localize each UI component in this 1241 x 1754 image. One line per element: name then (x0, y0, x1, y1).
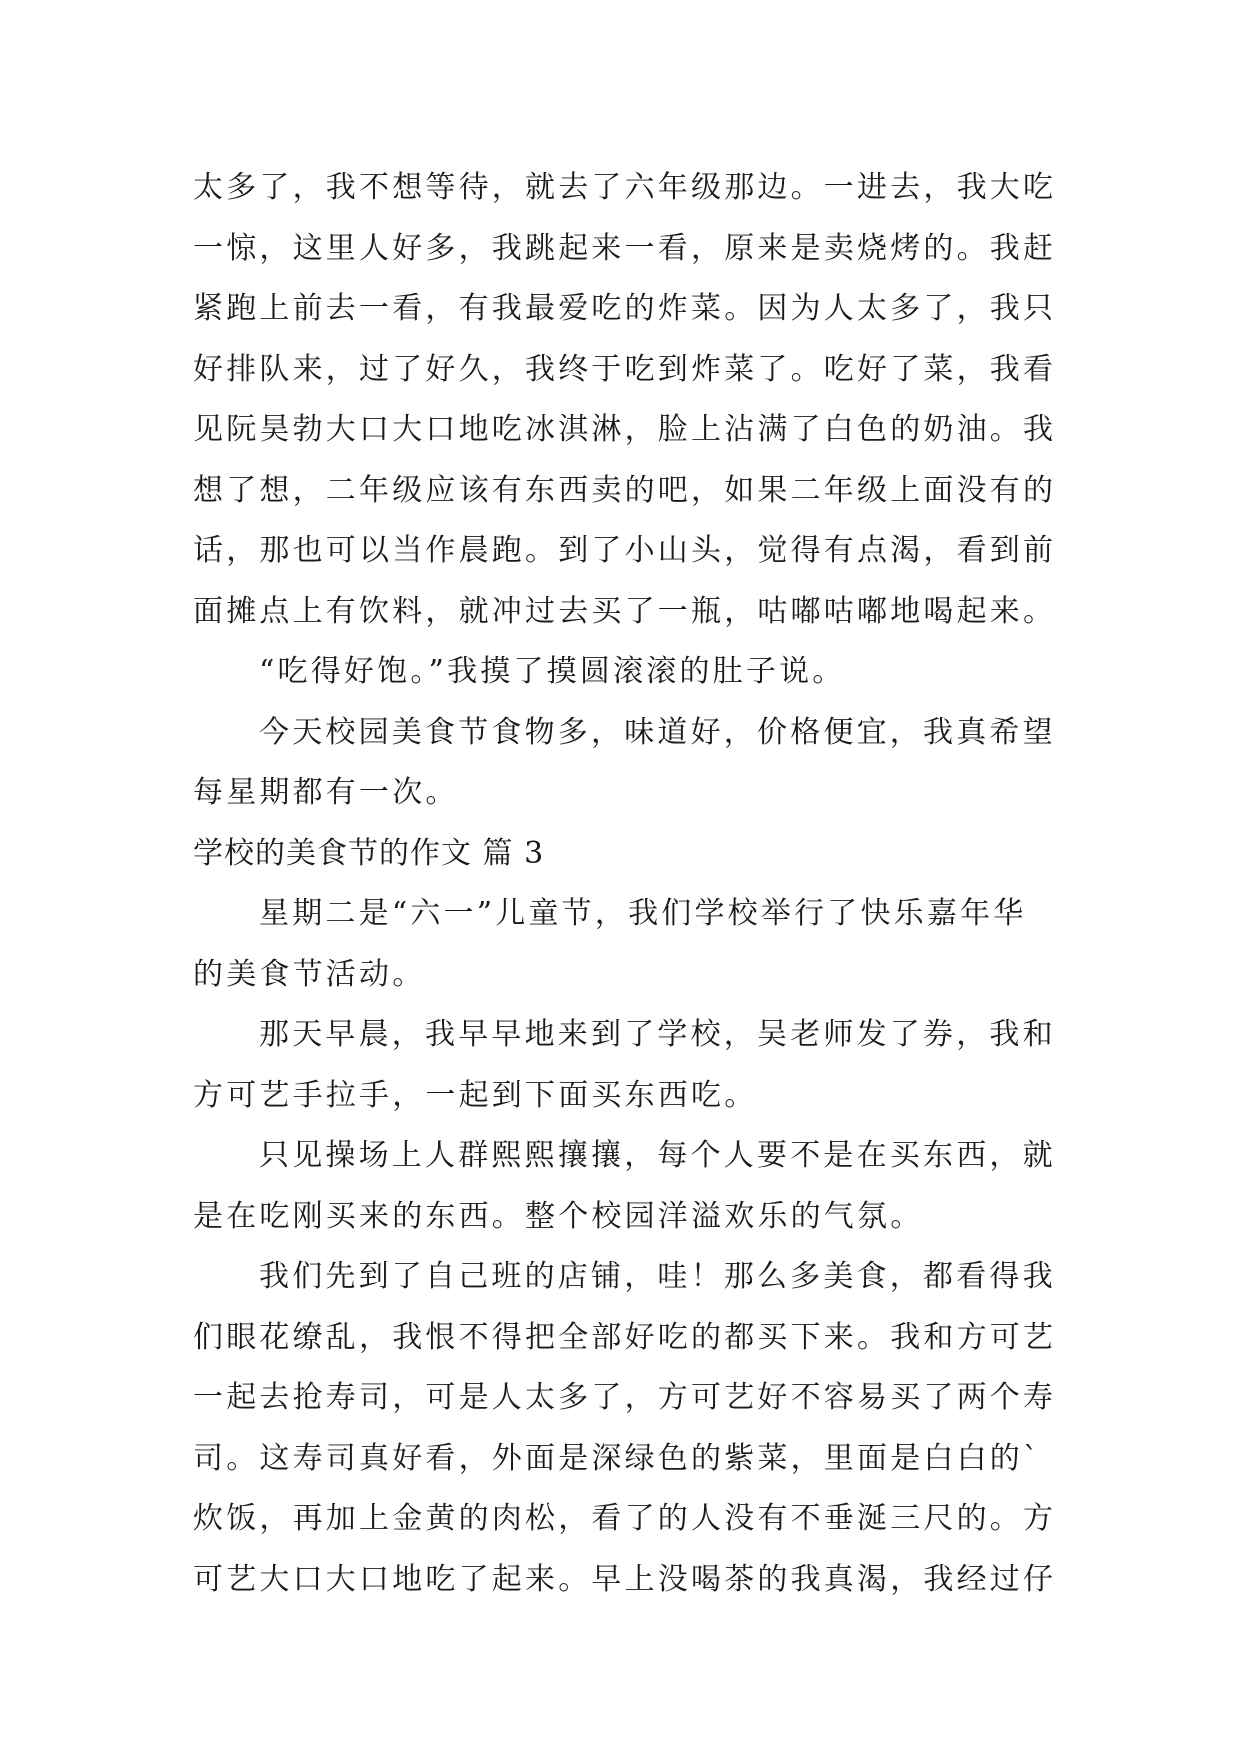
paragraph-start-line: 只见操场上人群熙熙攘攘，每个人要不是在买东西，就 (259, 1138, 1056, 1173)
text-line: 好排队来，过了好久，我终于吃到炸菜了。吃好了菜，我看 (193, 351, 1057, 387)
text-line: 想了想，二年级应该有东西卖的吧，如果二年级上面没有的 (193, 472, 1057, 508)
text-line: 太多了，我不想等待，就去了六年级那边。一进去，我大吃 (193, 170, 1057, 205)
paragraph-start-line: 那天早晨，我早早地来到了学校，吴老师发了券，我和 (259, 1017, 1056, 1052)
text-line: 方可艺手拉手，一起到下面买东西吃。 (193, 1077, 758, 1113)
text-line: 们眼花缭乱，我恨不得把全部好吃的都买下来。我和方可艺 (193, 1319, 1057, 1355)
text-line: 每星期都有一次。 (193, 775, 459, 810)
text-line: 的美食节活动。 (193, 956, 426, 992)
paragraph-start-line: 星期二是“六一”儿童节，我们学校举行了快乐嘉年华 (259, 896, 1027, 931)
text-line: 话，那也可以当作晨跑。到了小山头，觉得有点渴，看到前 (193, 533, 1057, 568)
section-heading: 学校的美食节的作文 篇 3 (193, 835, 545, 871)
paragraph-start-line: “吃得好饱。”我摸了摸圆滚滚的肚子说。 (259, 654, 846, 689)
text-line: 一惊，这里人好多，我跳起来一看，原来是卖烧烤的。我赶 (193, 230, 1057, 266)
text-line: 见阮昊勃大口大口地吃冰淇淋，脸上沾满了白色的奶油。我 (193, 412, 1057, 447)
document-body (193, 158, 1073, 1610)
text-line: 紧跑上前去一看，有我最爱吃的炸菜。因为人太多了，我只 (193, 291, 1057, 326)
text-line: 是在吃刚买来的东西。整个校园洋溢欢乐的气氛。 (193, 1198, 924, 1234)
paragraph-start-line: 我们先到了自己班的店铺，哇！那么多美食，都看得我 (259, 1259, 1056, 1294)
text-line: 炊饭，再加上金黄的肉松，看了的人没有不垂涎三尺的。方 (193, 1501, 1057, 1536)
text-line: 面摊点上有饮料，就冲过去买了一瓶，咕嘟咕嘟地喝起来。 (193, 593, 1057, 629)
text-line: 司。这寿司真好看，外面是深绿色的紫菜，里面是白白的` (193, 1440, 1042, 1476)
text-line: 可艺大口大口地吃了起来。早上没喝茶的我真渴，我经过仔 (193, 1561, 1057, 1597)
paragraph-start-line: 今天校园美食节食物多，味道好，价格便宜，我真希望 (259, 714, 1056, 750)
text-line: 一起去抢寿司，可是人太多了，方可艺好不容易买了两个寿 (193, 1380, 1057, 1415)
